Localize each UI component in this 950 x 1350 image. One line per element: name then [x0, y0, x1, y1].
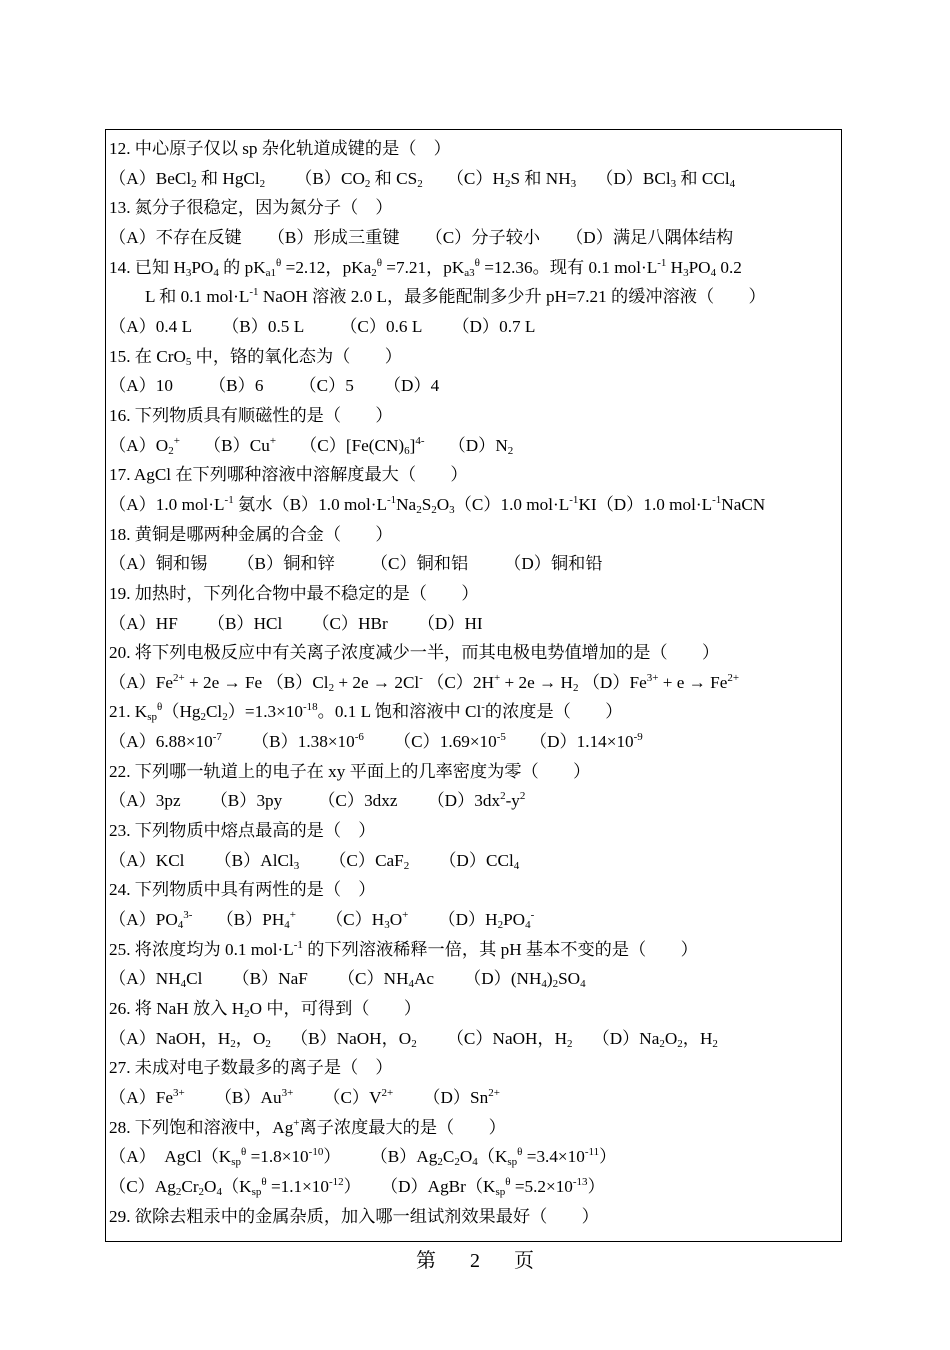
text-segment: NaOH 溶液 2.0 L，最多能配制多少升 pH=7.21 的缓冲溶液（ ）	[258, 287, 766, 307]
text-segment: Na	[396, 494, 417, 514]
text-segment: （B）Ag	[370, 1147, 438, 1167]
text-segment: （K	[221, 1176, 252, 1196]
text-segment: Cl	[205, 702, 223, 722]
text-segment: ，H	[682, 1028, 713, 1048]
text-line	[109, 371, 841, 401]
superscript: 2+	[172, 671, 185, 684]
superscript: -1	[386, 493, 397, 506]
superscript: -1	[249, 286, 259, 299]
subscript: 4	[408, 978, 414, 991]
text-segment: （C）NaOH，H	[446, 1028, 567, 1048]
text-segment: （D）HI	[417, 613, 483, 633]
text-segment: （D）N	[448, 435, 508, 455]
superscript: 3+	[646, 671, 659, 684]
subscript: 2	[572, 681, 579, 694]
text-segment: （A）不存在反键	[109, 227, 242, 247]
subscript: 4	[525, 919, 531, 932]
text-line	[109, 460, 841, 490]
text-segment: O	[204, 1176, 217, 1196]
superscript: +	[293, 1116, 300, 1129]
text-segment: （A）HF	[109, 613, 178, 633]
text-line	[109, 668, 841, 698]
text-segment: 25. 将浓度均为 0.1 mol·L	[109, 939, 294, 959]
subscript: 3	[449, 503, 455, 516]
text-segment: PO	[688, 257, 711, 277]
superscript: -9	[633, 731, 643, 744]
text-segment: （A）KCl	[109, 850, 185, 870]
superscript: -	[419, 671, 423, 684]
subscript: 2	[454, 1156, 460, 1169]
text-segment: （D）Na	[592, 1028, 660, 1048]
text-segment: 28. 下列饱和溶液中，Ag	[109, 1117, 294, 1137]
text-segment: =2.12，pKa	[281, 257, 372, 277]
subscript: 2	[437, 1156, 443, 1169]
text-segment: （C）Ag	[109, 1176, 176, 1196]
subscript: 2	[244, 1008, 250, 1021]
text-segment: C	[442, 1147, 455, 1167]
text-segment: PO	[503, 910, 526, 930]
text-segment: （C）1.69×10	[393, 732, 497, 752]
subscript: a3	[464, 266, 475, 279]
text-segment: =12.36。现有 0.1 mol·L	[479, 257, 658, 277]
text-segment: 29. 欲除去粗汞中的金属杂质，加入哪一组试剂效果最好（ ）	[109, 1206, 599, 1226]
text-segment: 0.2	[716, 257, 742, 277]
subscript: 4	[213, 266, 219, 279]
text-segment: S	[421, 494, 432, 514]
text-segment: （A）6.88×10	[109, 732, 213, 752]
text-line	[109, 1142, 841, 1172]
subscript: 2	[677, 1037, 683, 1050]
subscript: a1	[265, 266, 277, 279]
text-segment: KI（D）1.0 mol·L	[578, 494, 713, 514]
subscript: sp	[231, 1156, 242, 1169]
text-segment: 16. 下列物质具有顺磁性的是（ ）	[109, 405, 393, 425]
subscript: sp	[251, 1185, 262, 1198]
superscript: θ	[241, 1146, 247, 1159]
text-segment: O	[389, 910, 403, 930]
subscript: 4	[177, 919, 184, 932]
text-line	[109, 1113, 841, 1143]
text-line	[109, 697, 841, 727]
text-segment: （C）NH	[337, 969, 409, 989]
text-segment: S 和 NH	[510, 168, 571, 188]
subscript: 4	[513, 859, 520, 872]
text-segment: SO	[558, 969, 581, 989]
text-segment: =7.21，pK	[382, 257, 465, 277]
text-segment: （B）Au	[214, 1088, 282, 1107]
text-segment: O 中，可得到（ ）	[249, 999, 422, 1019]
text-line	[109, 549, 841, 579]
text-segment: （A）Fe	[109, 672, 173, 692]
text-segment: 中，铬的氧化态为（ ）	[191, 346, 402, 366]
subscript: 5	[185, 355, 192, 368]
subscript: 3	[570, 177, 577, 190]
text-segment: （A）铜和锡	[109, 554, 208, 574]
text-segment: O	[664, 1028, 678, 1048]
text-segment: NaCN	[721, 494, 766, 514]
text-segment: （B）铜和锌	[237, 554, 335, 574]
text-segment: （B）形成三重键	[267, 227, 400, 247]
text-line	[109, 786, 841, 816]
text-segment: 14. 已知 H	[109, 257, 186, 277]
text-segment: （K	[477, 1147, 508, 1167]
superscript: 2+	[488, 1087, 500, 1099]
text-segment: =1.1×10	[266, 1176, 329, 1196]
superscript: θ	[156, 701, 163, 714]
text-segment: 离子浓度最大的是（ ）	[299, 1117, 506, 1137]
text-segment: （D）3dx	[427, 791, 501, 811]
text-line	[109, 312, 841, 342]
subscript: 2	[230, 1037, 236, 1050]
text-line	[109, 846, 841, 876]
text-segment: （C）HBr	[312, 613, 388, 633]
superscript: -1	[569, 493, 579, 506]
text-segment: （A）NH	[109, 969, 181, 989]
text-line	[109, 164, 841, 194]
text-segment: H	[666, 257, 684, 277]
subscript: 3	[185, 266, 192, 279]
superscript: +	[289, 909, 296, 922]
subscript: 2	[222, 711, 228, 724]
text-segment: （B）AlCl	[214, 850, 294, 870]
text-segment: 氨水（B）1.0 mol·L	[233, 494, 387, 514]
text-segment: （A）Fe	[109, 1088, 173, 1107]
subscript: 2	[507, 444, 514, 457]
text-segment: ）	[343, 1176, 361, 1196]
text-segment: （D）Fe	[578, 672, 647, 692]
subscript: 2	[403, 859, 410, 872]
text-segment: 和 HgCl	[196, 168, 260, 188]
superscript: -12	[329, 1175, 344, 1188]
superscript: -5	[496, 731, 506, 744]
text-segment: （A）NaOH，H	[109, 1028, 231, 1048]
subscript: 2	[504, 177, 511, 190]
text-segment: （B）1.38×10	[251, 732, 355, 752]
text-line	[109, 1202, 841, 1232]
text-segment: （B）HCl	[207, 613, 283, 633]
text-segment: （D）(NH	[464, 969, 542, 989]
superscript: -	[530, 909, 535, 922]
text-segment: （A） AgCl（K	[109, 1147, 232, 1167]
text-line	[109, 579, 841, 609]
superscript: -18	[302, 701, 318, 714]
superscript: θ	[261, 1175, 267, 1188]
subscript: 4	[541, 978, 547, 991]
text-line	[109, 282, 841, 312]
text-segment: ]	[409, 435, 416, 455]
text-segment: + 2e → 2Cl	[334, 672, 420, 692]
superscript: 3+	[172, 1087, 185, 1099]
subscript: 3	[670, 177, 677, 190]
text-segment: （D）4	[383, 376, 440, 396]
text-segment: 23. 下列物质中熔点最高的是（ ）	[109, 821, 376, 841]
superscript: -1	[293, 938, 303, 951]
subscript: 4	[472, 1156, 478, 1169]
text-segment: + e → Fe	[658, 672, 728, 692]
text-line	[109, 757, 841, 787]
subscript: 2	[371, 266, 377, 279]
subscript: 2	[191, 177, 197, 190]
subscript: 2	[168, 444, 174, 457]
text-segment: + 2e → Fe （B）Cl	[184, 672, 329, 692]
text-segment: ）=1.3×10	[227, 702, 303, 722]
superscript: θ	[276, 256, 282, 269]
text-segment: L 和 0.1 mol·L	[145, 287, 250, 307]
superscript: -11	[584, 1146, 600, 1159]
text-segment: （C）分子较小	[425, 227, 541, 247]
text-segment: 24. 下列物质中具有两性的是（ ）	[109, 880, 376, 900]
text-segment: （C）CaF	[329, 850, 404, 870]
text-segment: PO	[191, 257, 214, 277]
page-footer	[0, 1244, 950, 1273]
text-segment: 的浓度是（ ）	[484, 702, 623, 722]
text-segment: O	[459, 1147, 473, 1167]
text-segment: （D）Sn	[423, 1088, 489, 1107]
text-segment: )	[546, 969, 553, 989]
text-segment: =1.8×10	[246, 1147, 309, 1167]
subscript: 3	[683, 266, 689, 279]
text-line	[109, 134, 841, 164]
text-segment: （D）1.14×10	[529, 732, 634, 752]
text-segment: （A）PO	[109, 910, 178, 930]
superscript: 2+	[381, 1087, 394, 1099]
text-line	[109, 520, 841, 550]
text-line	[109, 935, 841, 965]
subscript: 2	[259, 177, 266, 190]
text-segment: （B）PH	[216, 910, 285, 930]
text-segment: Cr	[181, 1176, 199, 1196]
superscript: θ	[376, 256, 382, 269]
text-segment: 17. AgCl 在下列哪种溶液中溶解度最大（ ）	[109, 465, 468, 485]
text-segment: （C）铜和铝	[370, 554, 469, 574]
question-lines	[109, 134, 841, 1231]
text-segment: 12. 中心原子仅以 sp 杂化轨道成键的是（ ）	[109, 139, 451, 158]
text-segment: 和 CS	[370, 168, 418, 188]
text-segment: 21. K	[109, 702, 148, 722]
subscript: 6	[404, 444, 410, 457]
superscript: -7	[212, 731, 222, 744]
superscript: θ	[474, 256, 480, 269]
text-segment: =3.4×10	[522, 1147, 585, 1167]
text-segment: Ac	[414, 969, 435, 989]
superscript: θ	[505, 1175, 511, 1188]
subscript: 2	[712, 1037, 718, 1050]
text-segment: 19. 加热时，下列化合物中最不稳定的是（ ）	[109, 583, 479, 603]
text-segment: （B）6	[208, 376, 264, 396]
text-segment: 20. 将下列电极反应中有关离子浓度减少一半，而其电极电势值增加的是（ ）	[109, 643, 720, 663]
text-line	[109, 401, 841, 431]
text-line	[109, 964, 841, 994]
text-line	[109, 1053, 841, 1083]
text-line	[109, 638, 841, 668]
text-segment: （D）H	[438, 910, 498, 930]
text-segment: （C）H	[446, 168, 505, 188]
subscript: 2	[417, 177, 423, 190]
subscript: sp	[507, 1156, 518, 1169]
text-segment: + 2e → H	[500, 672, 573, 692]
subscript: 4	[580, 978, 586, 991]
subscript: 2	[265, 1037, 271, 1050]
text-segment: （C）2H	[422, 672, 495, 692]
text-segment: 15. 在 CrO	[109, 346, 186, 366]
superscript: 3-	[183, 909, 193, 922]
text-line	[109, 905, 841, 935]
subscript: 3	[293, 859, 300, 872]
footer-suffix: 页	[514, 1250, 534, 1272]
question-frame	[105, 129, 842, 1242]
text-segment: （D）CCl	[439, 850, 514, 870]
text-segment: （B）3py	[210, 791, 283, 811]
text-line	[109, 1172, 841, 1202]
subscript: 4	[729, 177, 736, 190]
text-segment: 和 CCl	[676, 168, 730, 188]
superscript: -1	[657, 256, 667, 269]
text-segment: -y	[505, 791, 520, 811]
text-segment: （A）BeCl	[109, 168, 192, 188]
text-segment: Cl	[186, 969, 203, 989]
subscript: sp	[147, 711, 157, 724]
text-line	[109, 431, 841, 461]
text-segment: （C）H	[325, 910, 385, 930]
subscript: 2	[497, 919, 504, 932]
superscript: 4-	[415, 434, 425, 447]
superscript: -1	[712, 493, 722, 506]
text-line	[109, 490, 841, 520]
text-line	[109, 1083, 841, 1113]
text-line	[109, 727, 841, 757]
text-segment: （C）0.6 L	[340, 316, 423, 336]
text-segment: （C）[Fe(CN)	[300, 435, 405, 455]
text-segment: （B）Cu	[203, 435, 270, 455]
text-segment: （D）0.7 L	[452, 316, 536, 336]
superscript: 2	[519, 790, 526, 803]
text-segment: ）	[599, 1147, 617, 1167]
text-segment: 18. 黄铜是哪两种金属的合金（ ）	[109, 524, 393, 544]
text-segment: （D）AgBr（K	[380, 1176, 496, 1196]
text-line	[109, 253, 841, 283]
text-segment: O	[436, 494, 450, 514]
text-segment: （B）NaF	[232, 969, 308, 989]
subscript: 2	[552, 978, 559, 991]
text-segment: （D）BCl	[596, 168, 671, 188]
superscript: +	[494, 671, 501, 684]
subscript: 2	[659, 1037, 665, 1050]
superscript: +	[269, 434, 277, 447]
text-segment: （A）3pz	[109, 791, 181, 811]
superscript: +	[173, 434, 180, 447]
subscript: 4	[284, 919, 290, 932]
superscript: 2	[500, 790, 506, 803]
text-segment: （Hg	[162, 702, 201, 722]
text-line	[109, 1024, 841, 1054]
superscript: 2+	[727, 671, 740, 684]
text-segment: （B）CO	[295, 168, 365, 188]
text-segment: （C）3dxz	[318, 791, 398, 811]
text-segment: （C）5	[299, 376, 354, 396]
superscript: -6	[354, 731, 364, 744]
text-segment: （B）0.5 L	[222, 316, 305, 336]
superscript: θ	[517, 1146, 523, 1159]
text-segment: 的下列溶液稀释一倍，其 pH 基本不变的是（ ）	[302, 939, 698, 959]
text-segment: 。0.1 L 饱和溶液中 Cl	[317, 702, 482, 722]
text-segment: （A）0.4 L	[109, 316, 193, 336]
superscript: +	[402, 909, 409, 922]
text-segment: 22. 下列哪一轨道上的电子在 xy 平面上的几率密度为零（ ）	[109, 761, 591, 781]
text-segment: （C）V	[323, 1088, 382, 1107]
text-line	[109, 994, 841, 1024]
text-segment: （D）满足八隅体结构	[566, 227, 734, 247]
subscript: 4	[180, 978, 187, 991]
subscript: 3	[384, 919, 390, 932]
superscript: 3+	[281, 1087, 294, 1099]
subscript: 2	[431, 503, 437, 516]
text-segment: ，O	[235, 1028, 266, 1048]
subscript: 2	[411, 1037, 417, 1050]
footer-prefix: 第	[416, 1250, 436, 1272]
text-segment: （A）O	[109, 435, 169, 455]
text-segment: （A）1.0 mol·L	[109, 494, 225, 514]
text-line	[109, 193, 841, 223]
text-line	[109, 223, 841, 253]
text-line	[109, 609, 841, 639]
page-number: 2	[470, 1250, 480, 1272]
subscript: 2	[567, 1037, 573, 1050]
text-line	[109, 875, 841, 905]
text-segment: 27. 未成对电子数最多的离子是（ ）	[109, 1058, 393, 1078]
subscript: 2	[200, 711, 206, 724]
subscript: 2	[416, 503, 422, 516]
superscript: -1	[224, 493, 234, 506]
subscript: 2	[175, 1185, 182, 1198]
subscript: 2	[364, 177, 371, 190]
subscript: 2	[328, 681, 335, 694]
superscript: -	[481, 701, 485, 714]
text-segment: 的 pK	[218, 257, 266, 277]
text-segment: 13. 氮分子很稳定，因为氮分子（ ）	[109, 198, 393, 218]
text-line	[109, 342, 841, 372]
superscript: -10	[308, 1146, 324, 1159]
text-segment: ）	[323, 1147, 341, 1167]
subscript: sp	[495, 1185, 506, 1198]
text-segment: （A）10	[109, 376, 173, 396]
text-segment: （D）铜和铅	[504, 554, 603, 574]
subscript: 4	[216, 1185, 222, 1198]
subscript: 4	[710, 266, 717, 279]
text-segment: =5.2×10	[510, 1176, 573, 1196]
text-segment: （B）NaOH，O	[290, 1028, 412, 1048]
text-segment: 26. 将 NaH 放入 H	[109, 999, 245, 1019]
superscript: -13	[572, 1175, 588, 1188]
text-line	[109, 816, 841, 846]
text-segment: （C）1.0 mol·L	[454, 494, 570, 514]
text-segment: ）	[587, 1176, 605, 1196]
subscript: 2	[198, 1185, 205, 1198]
